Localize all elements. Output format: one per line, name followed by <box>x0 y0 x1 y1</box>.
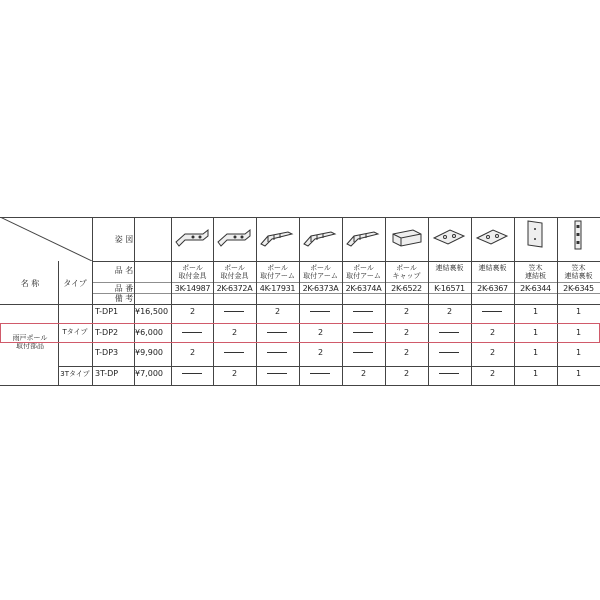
product-code: 2K-6372A <box>216 284 253 293</box>
qty-empty <box>310 373 330 374</box>
price-cell: ¥16,500 <box>135 307 169 316</box>
pole-bracket-icon <box>215 224 253 254</box>
pole-cap-icon <box>387 224 425 254</box>
qty-cell: 1 <box>575 348 582 357</box>
qty-cell: 2 <box>446 307 453 316</box>
qty-cell: 2 <box>231 328 238 337</box>
qty-cell: 1 <box>532 328 539 337</box>
qty-empty <box>224 311 244 312</box>
qty-cell: 2 <box>489 348 496 357</box>
qty-cell: 2 <box>403 348 410 357</box>
type-cell: Tタイプ <box>62 328 88 336</box>
qty-empty <box>353 352 373 353</box>
product-code: K-16571 <box>434 284 465 293</box>
qty-cell: 2 <box>189 348 196 357</box>
model-cell: T-DP3 <box>95 348 119 357</box>
coping-back-plate-icon <box>559 219 597 255</box>
qty-empty <box>182 373 202 374</box>
qty-empty <box>267 373 287 374</box>
qty-empty <box>267 352 287 353</box>
qty-cell: 2 <box>189 307 196 316</box>
connecting-plate-icon <box>473 224 511 254</box>
pole-arm-icon <box>301 224 339 254</box>
qty-empty <box>353 311 373 312</box>
group-name: 雨戸ポール 取付部品 <box>12 334 48 350</box>
type-cell: 3Tタイプ <box>60 370 90 378</box>
qty-cell: 2 <box>403 328 410 337</box>
name-column-header: 名 称 <box>20 279 40 288</box>
product-name: 笠木 連結裏板 <box>564 264 593 280</box>
qty-cell: 1 <box>575 328 582 337</box>
qty-cell: 2 <box>274 307 281 316</box>
figure-label: 姿 図 <box>114 235 134 244</box>
product-name: ポール 取付金具 <box>220 264 249 280</box>
qty-cell: 2 <box>317 328 324 337</box>
qty-cell: 1 <box>532 348 539 357</box>
product-code: 3K-14987 <box>174 284 211 293</box>
qty-cell: 2 <box>489 328 496 337</box>
qty-cell: 1 <box>532 307 539 316</box>
qty-empty <box>182 332 202 333</box>
price-cell: ¥9,900 <box>135 348 163 357</box>
qty-empty <box>224 352 244 353</box>
qty-empty <box>439 373 459 374</box>
qty-empty <box>310 311 330 312</box>
product-name: ポール 取付アーム <box>260 264 295 280</box>
connecting-plate-icon <box>430 224 468 254</box>
product-name: 笠木 連結板 <box>525 264 546 280</box>
qty-cell: 2 <box>231 369 238 378</box>
header-diagonal <box>0 217 92 261</box>
pole-arm-icon <box>258 224 296 254</box>
product-code: 4K-17931 <box>259 284 296 293</box>
qty-cell: 2 <box>360 369 367 378</box>
type-column-header: タイプ <box>63 279 87 288</box>
coping-plate-icon <box>516 219 554 253</box>
code-label: 品 番 <box>114 284 134 293</box>
product-name: ポール キャップ <box>392 264 421 280</box>
name-label: 品 名 <box>114 266 134 275</box>
pole-arm-icon <box>344 224 382 254</box>
model-cell: T-DP2 <box>95 328 119 337</box>
qty-empty <box>353 332 373 333</box>
product-name: ポール 取付金具 <box>178 264 207 280</box>
qty-empty <box>439 332 459 333</box>
price-cell: ¥7,000 <box>135 369 163 378</box>
qty-cell: 1 <box>575 369 582 378</box>
price-cell: ¥6,000 <box>135 328 163 337</box>
qty-cell: 2 <box>403 369 410 378</box>
product-code: 2K-6373A <box>302 284 339 293</box>
product-code: 2K-6345 <box>563 284 594 293</box>
qty-cell: 1 <box>532 369 539 378</box>
product-code: 2K-6374A <box>345 284 382 293</box>
qty-cell: 2 <box>489 369 496 378</box>
product-code: 2K-6344 <box>520 284 551 293</box>
product-code: 2K-6522 <box>391 284 422 293</box>
qty-empty <box>482 311 502 312</box>
product-name: ポール 取付アーム <box>303 264 338 280</box>
qty-cell: 2 <box>403 307 410 316</box>
qty-empty <box>267 332 287 333</box>
pole-bracket-icon <box>173 224 211 254</box>
product-code: 2K-6367 <box>477 284 508 293</box>
remarks-label: 備 考 <box>114 294 134 303</box>
model-cell: 3T-DP <box>95 369 119 378</box>
qty-empty <box>439 352 459 353</box>
qty-cell: 1 <box>575 307 582 316</box>
model-cell: T-DP1 <box>95 307 119 316</box>
product-name: ポール 取付アーム <box>346 264 381 280</box>
qty-cell: 2 <box>317 348 324 357</box>
product-name: 連結裏板 <box>478 264 507 272</box>
product-name: 連結裏板 <box>435 264 464 272</box>
